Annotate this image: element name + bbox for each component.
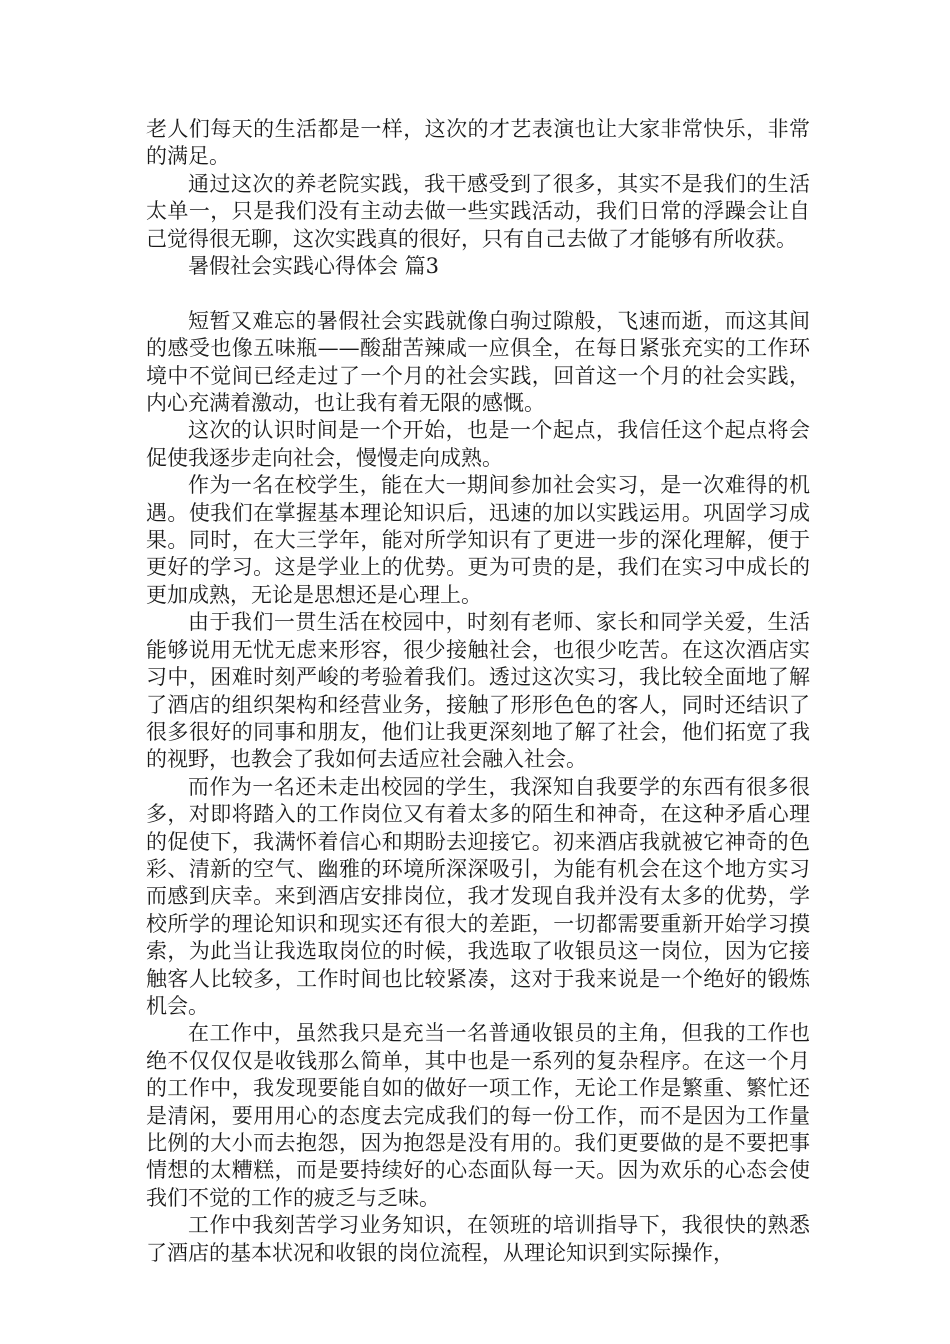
- paragraph: 短暂又难忘的暑假社会实践就像白驹过隙般，飞速而逝，而这其间的感受也像五味瓶——酸甜苦辣咸一应俱全，在每日紧张充实的工作环境中不觉间已经走过了一个月的社会实践，回首这一个月的社会实践，内心充满着激动，也让我有着无限的感慨。: [146, 308, 810, 416]
- paragraph: 作为一名在校学生，能在大一期间参加社会实习，是一次难得的机遇。使我们在掌握基本理论知识后，迅速的加以实践运用。巩固学习成果。同时，在大三学年，能对所学知识有了更进一步的深化理解，便于更好的学习。这是学业上的优势。更为可贵的是，我们在实习中成长的更加成熟，无论是思想还是心理上。: [146, 473, 810, 607]
- paragraph: 这次的认识时间是一个开始，也是一个起点，我信任这个起点将会促使我逐步走向社会，慢慢走向成熟。: [146, 418, 810, 470]
- heading-spacer: [146, 280, 810, 307]
- section-heading: 暑假社会实践心得体会 篇3: [188, 254, 440, 279]
- paragraph: 通过这次的养老院实践，我干感受到了很多，其实不是我们的生活太单一，只是我们没有主动去做一些实践活动，我们日常的浮躁会让自己觉得很无聊，这次实践真的很好，只有自己去做了才能够有所收获。: [146, 171, 810, 251]
- paragraph: 老人们每天的生活都是一样，这次的才艺表演也让大家非常快乐，非常的满足。: [146, 117, 810, 169]
- paragraph: 在工作中，虽然我只是充当一名普通收银员的主角，但我的工作也绝不仅仅仅是收钱那么简单，其中也是一系列的复杂程序。在这一个月的工作中，我发现要能自如的做好一项工作，无论工作是繁重、繁忙还是清闲，要用用心的态度去完成我们的每一份工作，而不是因为工作量比例的大小而去抱怨，因为抱怨是没有用的。我们更要做的是不要把事情想的太糟糕，而是要持续好的心态面队每一天。因为欢乐的心态会使我们不觉的工作的疲乏与乏味。: [146, 1021, 810, 1210]
- paragraph: 由于我们一贯生活在校园中，时刻有老师、家长和同学关爱，生活能够说用无忧无虑来形容，很少接触社会，也很少吃苦。在这次酒店实习中，困难时刻严峻的考验着我们。透过这次实习，我比较全面地了解了酒店的组织架构和经营业务，接触了形形色色的客人，同时还结识了很多很好的同事和朋友，他们让我更深刻地了解了社会，他们拓宽了我的视野，也教会了我如何去适应社会融入社会。: [146, 610, 810, 772]
- document-page: [146, 116, 810, 1267]
- paragraph: 而作为一名还未走出校园的学生，我深知自我要学的东西有很多很多，对即将踏入的工作岗位又有着太多的陌生和神奇，在这种矛盾心理的促使下，我满怀着信心和期盼去迎接它。初来酒店我就被它神奇的色彩、清新的空气、幽雅的环境所深深吸引，为能有机会在这个地方实习而感到庆幸。来到酒店安排岗位，我才发现自我并没有太多的优势，学校所学的理论知识和现实还有很大的差距，一切都需要重新开始学习摸索，为此当让我选取岗位的时候，我选取了收银员这一岗位，因为它接触客人比较多，工作时间也比较紧凑，这对于我来说是一个绝好的锻炼机会。: [146, 774, 810, 1018]
- paragraph: 工作中我刻苦学习业务知识，在领班的培训指导下，我很快的熟悉了酒店的基本状况和收银的岗位流程，从理论知识到实际操作，: [146, 1213, 810, 1265]
